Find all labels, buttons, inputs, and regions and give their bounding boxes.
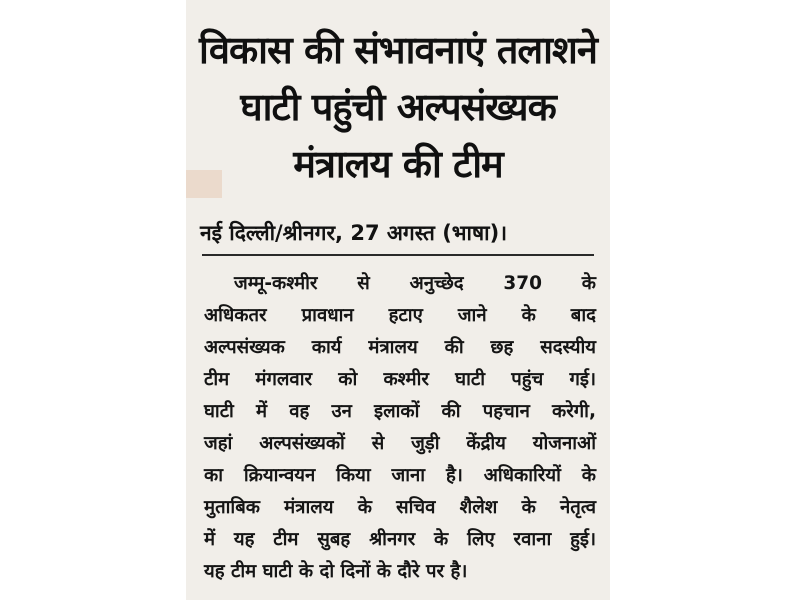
body-line: टीम मंगलवार को कश्मीर घाटी पहुंच गई। [204,369,596,390]
body-line: जम्मू-कश्मीर से अनुच्छेद 370 के [234,273,596,294]
article-headline [196,22,600,193]
body-line: मुताबिक मंत्रालय के सचिव शैलेश के नेतृत्व [204,497,596,518]
body-line: अधिकतर प्रावधान हटाए जाने के बाद [204,305,596,326]
body-line: में यह टीम सुबह श्रीनगर के लिए रवाना हुई। [204,529,596,550]
body-line: का क्रियान्वयन किया जाना है। अधिकारियों के [204,465,596,486]
headline-line: विकास की संभावनाएं तलाशने [199,28,597,72]
article-body [204,268,596,588]
headline-line: घाटी पहुंची अल्पसंख्यक [240,85,556,129]
headline-line: मंत्रालय की टीम [293,142,503,186]
article-dateline: नई दिल्ली/श्रीनगर, 27 अगस्त (भाषा)। [200,221,508,245]
divider [202,254,594,256]
body-line: जहां अल्पसंख्यकों से जुड़ी केंद्रीय योजनाओं [204,433,596,454]
body-line: यह टीम घाटी के दो दिनों के दौरे पर है। [204,561,468,582]
body-line: घाटी में वह उन इलाकों की पहचान करेगी, [204,401,596,422]
body-line: अल्पसंख्यक कार्य मंत्रालय की छह सदस्यीय [204,337,596,358]
